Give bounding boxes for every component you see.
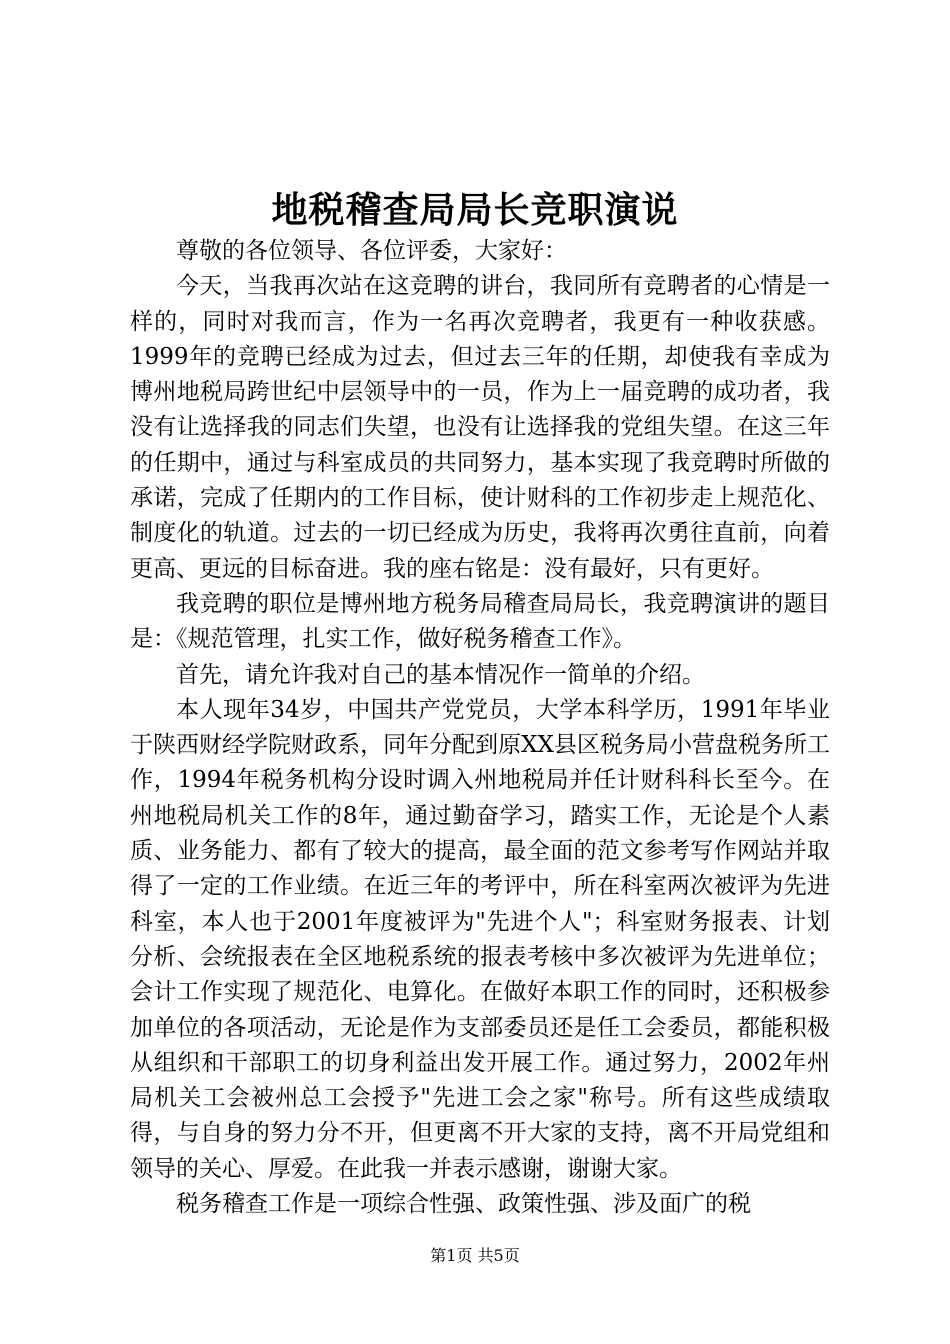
page-indicator: 第1页 共5页 xyxy=(430,1246,520,1265)
document-body xyxy=(130,234,830,1222)
paragraph-tax-inspection: 税务稽查工作是一项综合性强、政策性强、涉及面广的税 xyxy=(176,1191,751,1218)
document-title: 地税稽查局局长竞职演说 xyxy=(271,189,679,231)
paragraph-background: 本人现年34岁，中国共产党党员，大学本科学历，1991年毕业于陕西财经学院财政系，同年分配到原XX县区税务局小营盘税务所工作，1994年税务机构分设时调入州地税局并任计财科科长至今。在州地税局机关工作的8年，通过勤奋学习，踏实工作，无论是个人素质、业务能力、都有了较大的提高，最全面的范文参考写作网站并取得了一定的工作业绩。在近三年的考评中，所在科室两次被评为先进科室，本人也于2001年度被评为"先进个人"；科室财务报表、计划分析、会统报表在全区地税系统的报表考核中多次被评为先进单位；会计工作实现了规范化、电算化。在做好本职工作的同时，还积极参加单位的各项活动，无论是作为支部委员还是任工会委员，都能积极从组织和干部职工的切身利益出发开展工作。通过努力，2002年州局机关工会被州总工会授予"先进工会之家"称号。所有这些成绩取得，与自身的努力分不开，但更离不开大家的支持，离不开局党组和领导的关心、厚爱。在此我一并表示感谢，谢谢大家。 xyxy=(130,696,830,1182)
paragraph-intro: 首先，请允许我对自己的基本情况作一简单的介绍。 xyxy=(176,661,705,688)
paragraph-position: 我竞聘的职位是博州地方税务局稽查局局长，我竞聘演讲的题目是：《规范管理，扎实工作，做好税务稽查工作》。 xyxy=(130,590,830,653)
paragraph-opening: 今天，当我再次站在这竞聘的讲台，我同所有竞聘者的心情是一样的，同时对我而言，作为一名再次竞聘者，我更有一种收获感。1999年的竞聘已经成为过去，但过去三年的任期，却使我有幸成为博州地税局跨世纪中层领导中的一员，作为上一届竞聘的成功者，我没有让选择我的同志们失望，也没有让选择我的党组失望。在这三年的任期中，通过与科室成员的共同努力，基本实现了我竞聘时所做的承诺，完成了任期内的工作目标，使计财科的工作初步走上规范化、制度化的轨道。过去的一切已经成为历史，我将再次勇往直前，向着更高、更远的目标奋进。我的座右铭是：没有最好，只有更好。 xyxy=(130,273,830,582)
paragraph-greeting: 尊敬的各位领导、各位评委，大家好： xyxy=(176,238,567,264)
